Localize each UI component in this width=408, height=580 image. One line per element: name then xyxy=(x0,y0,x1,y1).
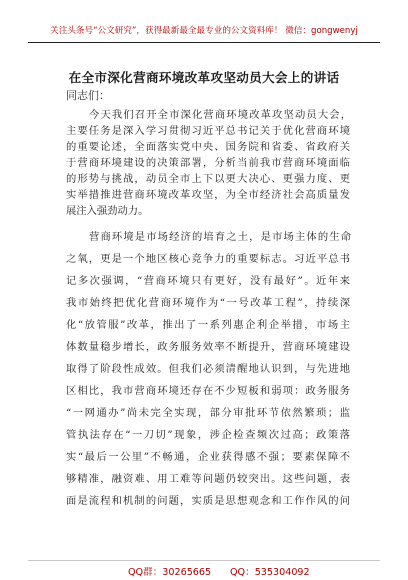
footer-qq-contact: QQ：535304092 xyxy=(230,567,310,578)
header-divider xyxy=(28,42,380,43)
paragraph-line: 体数量稳步增长，政务服务效率不断提升，营商环境建设 xyxy=(66,341,350,353)
paragraph-line: 区相比，我市营商环境还存在不少短板和弱项：政务服务 xyxy=(66,385,350,397)
paragraph-line: 记多次强调，“营商环境只有更好，没有最好”。近年来 xyxy=(66,275,350,287)
paragraph-line: 面是流程和机制的问题，实质是思想观念和工作作风的问 xyxy=(66,495,350,507)
paragraph-line: 的形势与挑战，动员全市上下以更大决心、更强力度、更 xyxy=(66,173,350,185)
paragraph-line: 今天我们召开全市深化营商环境改革攻坚动员大会， xyxy=(89,109,351,121)
paragraph-line: 主要任务是深入学习贯彻习近平总书记关于优化营商环境 xyxy=(66,125,350,137)
paragraph-line: 实举措推进营商环境改革攻坚，为全市经济社会高质量发 xyxy=(66,189,350,201)
paragraph-line: 之氧，更是一个地区核心竞争力的重要标志。习近平总书 xyxy=(66,253,350,265)
document-title: 在全市深化营商环境改革攻坚动员大会上的讲话 xyxy=(68,70,340,85)
paragraph-line: 够精准，融资难、用工难等问题仍较突出。这些问题，表 xyxy=(66,473,350,485)
paragraph-line: “一网通办”尚未完全实现，部分审批环节依然繁琐；监 xyxy=(66,407,350,419)
paragraph-line: 管执法存在“一刀切”现象，涉企检查频次过高；政策落 xyxy=(66,429,350,441)
paragraph-line: 展注入强劲动力。 xyxy=(66,205,149,217)
paragraph-line: 营商环境是市场经济的培育之土，是市场主体的生命 xyxy=(89,231,351,243)
paragraph-line: 取得了阶段性成效。但我们必须清醒地认识到，与先进地 xyxy=(66,363,350,375)
header-banner: 关注头条号“公文研究”，获得最新最全最专业的公文资料库！ 微信：gongwenyj xyxy=(50,26,358,36)
paragraph-line: 的重要论述，全面落实党中央、国务院和省委、省政府关 xyxy=(66,141,350,153)
paragraph-line: 实“最后一公里”不畅通，企业获得感不强；要素保障不 xyxy=(66,451,350,463)
paragraph-line: 我市始终把优化营商环境作为“一号改革工程”，持续深 xyxy=(66,297,350,309)
footer-divider xyxy=(28,560,380,561)
salutation: 同志们： xyxy=(66,89,110,102)
paragraph-line: 化“放管服”改革，推出了一系列惠企利企举措，市场主 xyxy=(66,319,350,331)
paragraph-line: 于营商环境建设的决策部署，分析当前我市营商环境面临 xyxy=(66,157,350,169)
footer-qq-group: QQ群：30265665 xyxy=(128,567,212,578)
